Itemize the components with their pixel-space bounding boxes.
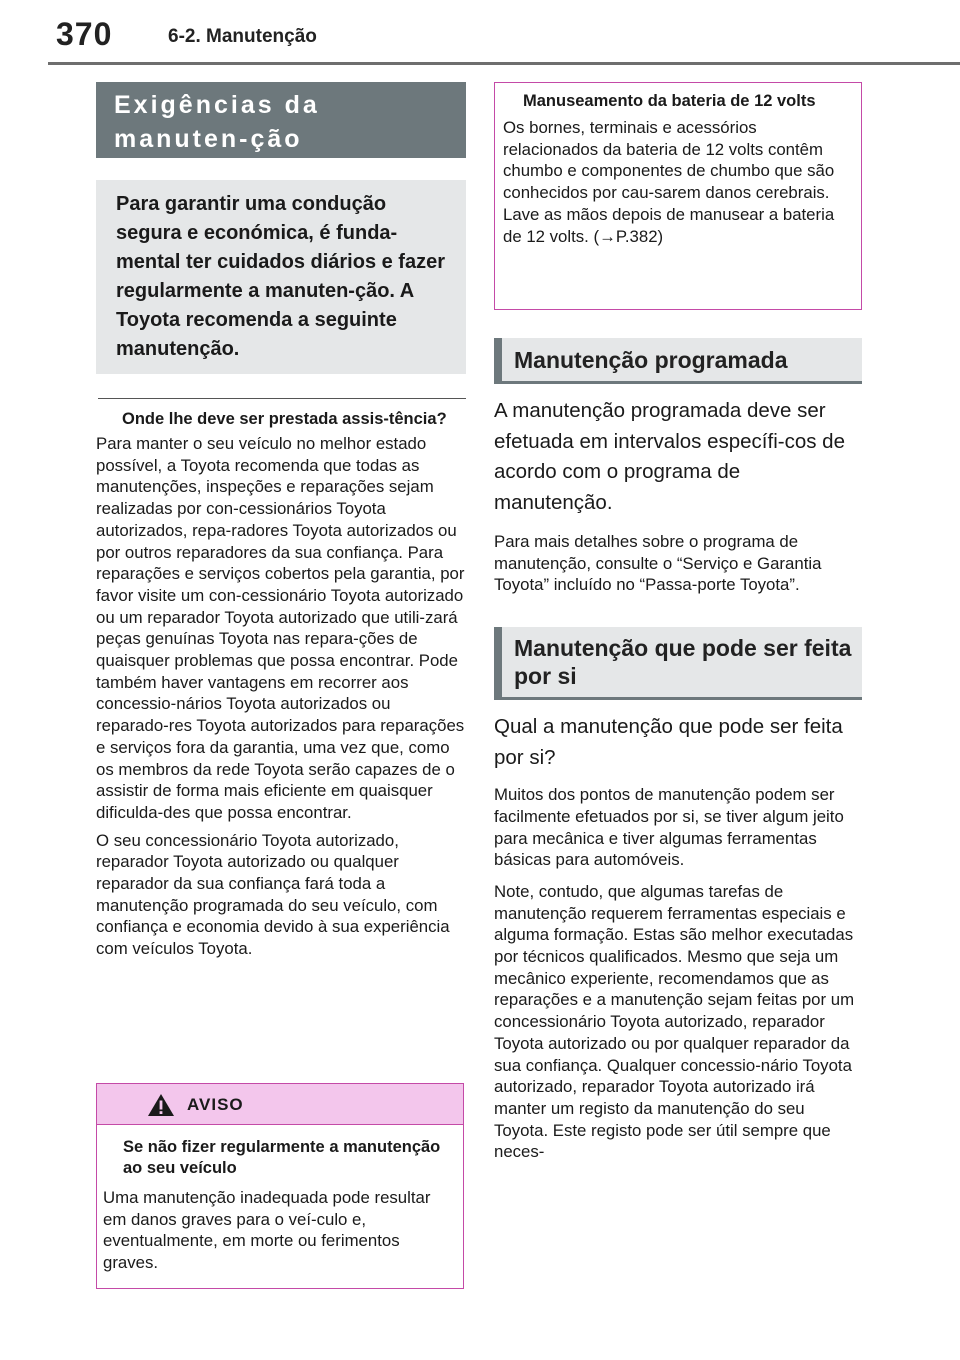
diy-body-1: Muitos dos pontos de manutenção podem ser facilmente efetuados por si, se tiver algum jeito para mecânica e tiver algumas ferramentas básicas para automóveis. (494, 785, 844, 870)
section-heading-scheduled (494, 338, 862, 384)
warning-title: AVISO (187, 1095, 244, 1114)
page-header (0, 0, 960, 70)
warning-box (96, 1083, 464, 1289)
warning-subheading: Se não fizer regularmente a manutenção ao seu veículo (123, 1138, 441, 1177)
subheading-service: Onde lhe deve ser prestada assis-tência? (98, 398, 466, 429)
diy-body-2: Note, contudo, que algumas tarefas de manutenção requerem ferramentas especiais e alguma formação. Estas são melhor executadas por técnicos qualificados. Mesmo que seja um mecânico experiente, recomendamos que as reparações e a manutenção sejam feitas por um concessionário Toyota autorizado, reparador Toyota autorizado ou por qualquer reparador da sua confiança. Qualquer concessio-nário Toyota autorizado, reparador Toyota autorizado irá manter um registo da manutenção do seu Toyota. Este registo pode ser útil sempre que neces- (494, 881, 855, 1162)
section-label: 6-2. Manutenção (168, 26, 317, 47)
warning-body: Uma manutenção inadequada pode resultar em danos graves para o veí-culo e, eventualmente, em morte ou ferimentos graves. (103, 1188, 431, 1273)
battery-note-box (494, 82, 862, 310)
scheduled-body: Para mais detalhes sobre o programa de manutenção, consulte o “Serviço e Garantia Toyota” incluído no “Passa-porte Toyota”. (494, 532, 822, 595)
intro-box: Para garantir uma condução segura e económica, é funda-mental ter cuidados diários e fazer regularmente a manuten-ção. A Toyota recomenda a seguinte manutenção. (96, 180, 466, 374)
scheduled-lead: A manutenção programada deve ser efetuada em intervalos específi-cos de acordo com o programa de manutenção. (494, 399, 845, 514)
header-divider (48, 62, 960, 65)
right-column (494, 82, 862, 1163)
paragraph-dealer: O seu concessionário Toyota autorizado, reparador Toyota autorizado ou qualquer reparador da sua confiança fará toda a manutenção programada do seu veículo, com confiança e economia devido à sua experiência com veículos Toyota. (96, 830, 450, 959)
page-number: 370 (56, 16, 113, 52)
battery-note-subheading: Manuseamento da bateria de 12 volts (523, 92, 816, 110)
section-heading-scheduled-text: Manutenção programada (514, 346, 788, 373)
battery-note-body: Os bornes, terminais e acessórios relacionados da bateria de 12 volts contêm chumbo e componentes de chumbo que são conhecidos por cau-sarem danos cerebrais. Lave as mãos depois de manusear a bateria de 12 volts. (→P.382) (503, 118, 835, 246)
paragraph-service: Para manter o seu veículo no melhor estado possível, a Toyota recomenda que todas as manutenções, inspeções e reparações sejam realizadas por con-cessionários Toyota autorizados, repa-radores Toyota autorizados ou por outros reparadores da sua confiança. Para reparações e serviços cobertos pela garantia, por favor visite um con-cessionário Toyota autorizado ou um reparador Toyota autorizado que utili-zará peças genuínas Toyota nas repara-ções de quaisquer problemas que possa encontrar. Pode também haver vantagens em recorrer aos concessio-nários Toyota autorizados ou reparado-res Toyota autorizados para reparações e serviços fora da garantia, uma vez que, como os membros da rede Toyota serão capazes de o assistir de forma mais eficiente em quaisquer dificulda-des que possa encontrar. (96, 434, 465, 822)
diy-lead: Qual a manutenção que pode ser feita por si? (494, 715, 843, 769)
left-column (96, 82, 466, 960)
warning-triangle-icon (147, 1093, 175, 1117)
page-title: Exigências da manuten-ção (96, 82, 466, 158)
section-heading-diy-text: Manutenção que pode ser feita por si (514, 635, 852, 690)
warning-header (97, 1084, 463, 1125)
section-heading-diy (494, 627, 862, 700)
